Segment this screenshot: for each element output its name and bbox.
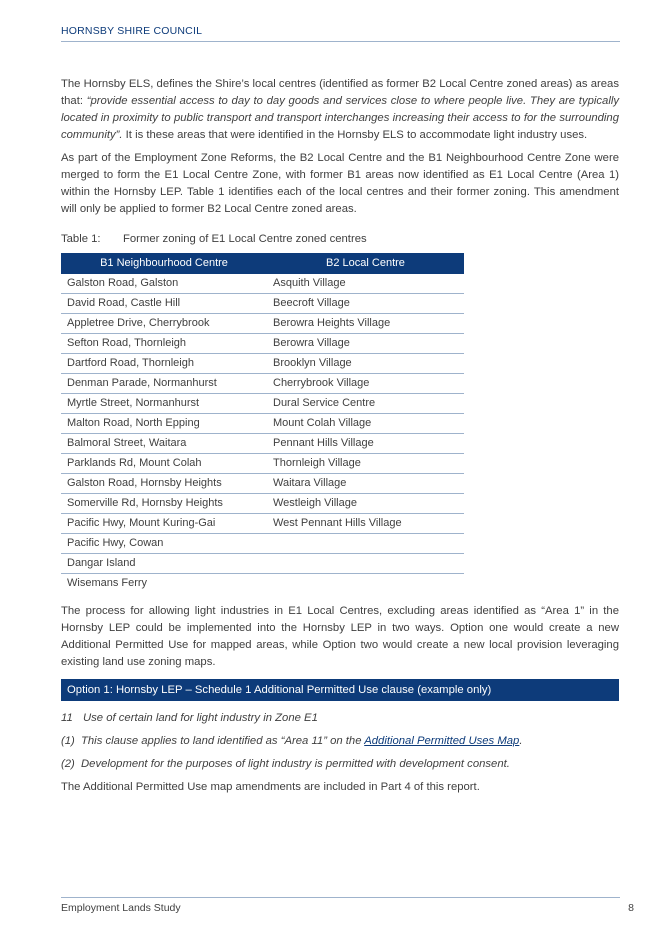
b2-centre-cell: Waitara Village — [267, 474, 464, 494]
b1-centre-cell: Pacific Hwy, Cowan — [61, 534, 267, 554]
subclause-2-number: (2) — [61, 758, 75, 770]
b1-centre-cell: Parklands Rd, Mount Colah — [61, 454, 267, 474]
page-content — [61, 76, 619, 802]
subclause-1-end: . — [519, 735, 523, 747]
table-row — [61, 554, 464, 574]
b1-centre-cell: Galston Road, Hornsby Heights — [61, 474, 267, 494]
process-paragraph: The process for allowing light industries in E1 Local Centres, excluding areas identified as “Area 1” in the Hornsby LEP could be implemented into the Hornsby LEP in two ways. Option one would create a new Additional Permitted Use for mapped areas, while Option two would create a new local provision leveraging existing land use zoning maps. — [61, 605, 619, 668]
table-row — [61, 454, 464, 474]
table-row — [61, 514, 464, 534]
b2-centre-cell: Berowra Village — [267, 334, 464, 354]
b1-centre-cell: Wisemans Ferry — [67, 577, 148, 589]
subclause-1 — [61, 733, 619, 750]
additional-permitted-uses-map-link[interactable]: Additional Permitted Uses Map — [364, 735, 520, 747]
footer-title: Employment Lands Study — [61, 902, 181, 914]
b1-centre-cell: Balmoral Street, Waitara — [61, 434, 267, 454]
b2-centre-cell: Berowra Heights Village — [267, 314, 464, 334]
table-row — [61, 534, 464, 554]
b2-centre-cell: Dural Service Centre — [267, 394, 464, 414]
b1-centre-cell: David Road, Castle Hill — [61, 294, 267, 314]
table-row — [61, 414, 464, 434]
table-row — [61, 394, 464, 414]
header-org-name: HORNSBY SHIRE COUNCIL — [61, 25, 203, 37]
table-caption — [61, 231, 619, 248]
b2-centre-cell — [267, 534, 464, 554]
clause-title: Use of certain land for light industry in Zone E1 — [83, 712, 318, 724]
intro-paragraph-2: As part of the Employment Zone Reforms, the B2 Local Centre and the B1 Neighbourhood Centre Zone were merged to form the E1 Local Centre Zone, with former B1 areas now identified as E1 Local Centre (Area 1) within the Hornsby LEP. Table 1 identifies each of the local centres and their former zoning. This amendment will only be applied to former B2 Local Centre zoned areas. — [61, 152, 619, 215]
b2-centre-cell: Pennant Hills Village — [267, 434, 464, 454]
b2-centre-cell: Mount Colah Village — [267, 414, 464, 434]
b1-centre-cell: Somerville Rd, Hornsby Heights — [61, 494, 267, 514]
b1-centre-cell: Myrtle Street, Normanhurst — [61, 394, 267, 414]
intro-lead: The Hornsby ELS, defines the Shire’s local centres (identified as former B2 Local Centre zoned areas) as areas that: — [61, 78, 619, 107]
table-row — [61, 334, 464, 354]
table-row — [61, 294, 464, 314]
b1-centre-cell: Dartford Road, Thornleigh — [61, 354, 267, 374]
b2-centre-cell: West Pennant Hills Village — [267, 514, 464, 534]
table-header-row — [61, 253, 464, 274]
b2-centre-cell — [267, 574, 464, 594]
option1-heading: Option 1: Hornsby LEP – Schedule 1 Additional Permitted Use clause (example only) — [61, 679, 619, 701]
table-row — [61, 474, 464, 494]
b2-centre-cell: Westleigh Village — [267, 494, 464, 514]
clause-11 — [61, 710, 619, 727]
zoning-table — [61, 253, 464, 593]
intro-tail: It is these areas that were identified in the Hornsby ELS to accommodate light industry uses. — [122, 129, 588, 141]
table-row — [61, 574, 464, 594]
b1-centre-cell: Pacific Hwy, Mount Kuring-Gai — [61, 514, 267, 534]
table-body — [61, 274, 464, 593]
table-caption-label: Table 1: — [61, 233, 101, 245]
header-divider — [61, 41, 620, 42]
table-row — [61, 494, 464, 514]
subclause-1-text: This clause applies to land identified as “Area 11” on the — [81, 735, 365, 747]
table-row — [61, 314, 464, 334]
b1-centre-cell: Denman Parade, Normanhurst — [61, 374, 267, 394]
b2-centre-cell — [267, 554, 464, 574]
intro-paragraph-1 — [61, 76, 619, 144]
final-paragraph: The Additional Permitted Use map amendments are included in Part 4 of this report. — [61, 781, 480, 793]
b1-centre-cell: Appletree Drive, Cherrybrook — [61, 314, 267, 334]
b2-centre-cell: Thornleigh Village — [267, 454, 464, 474]
header-b1: B1 Neighbourhood Centre — [61, 253, 267, 274]
table-row — [61, 354, 464, 374]
subclause-2 — [61, 756, 619, 773]
b2-centre-cell: Cherrybrook Village — [267, 374, 464, 394]
b1-centre-cell: Sefton Road, Thornleigh — [61, 334, 267, 354]
footer-divider — [61, 897, 620, 898]
subclause-2-text: Development for the purposes of light industry is permitted with development consent. — [81, 758, 510, 770]
table-row — [61, 434, 464, 454]
table-row — [61, 274, 464, 294]
intro-quote: “provide essential access to day to day goods and services close to where people live. They are typically located in proximity to public transport and transport interchanges increasing their access to for the surrounding community”. — [61, 95, 619, 141]
b1-centre-cell: Malton Road, North Epping — [61, 414, 267, 434]
table-row — [61, 374, 464, 394]
b2-centre-cell: Beecroft Village — [267, 294, 464, 314]
clause-number: 11 — [61, 712, 73, 724]
header-b2: B2 Local Centre — [267, 253, 464, 274]
b1-centre-cell: Galston Road, Galston — [61, 274, 267, 294]
b2-centre-cell: Brooklyn Village — [267, 354, 464, 374]
b1-centre-cell: Dangar Island — [61, 554, 267, 574]
page-number: 8 — [628, 902, 634, 914]
b2-centre-cell: Asquith Village — [267, 274, 464, 294]
subclause-1-number: (1) — [61, 735, 75, 747]
table-caption-text: Former zoning of E1 Local Centre zoned centres — [123, 233, 367, 245]
